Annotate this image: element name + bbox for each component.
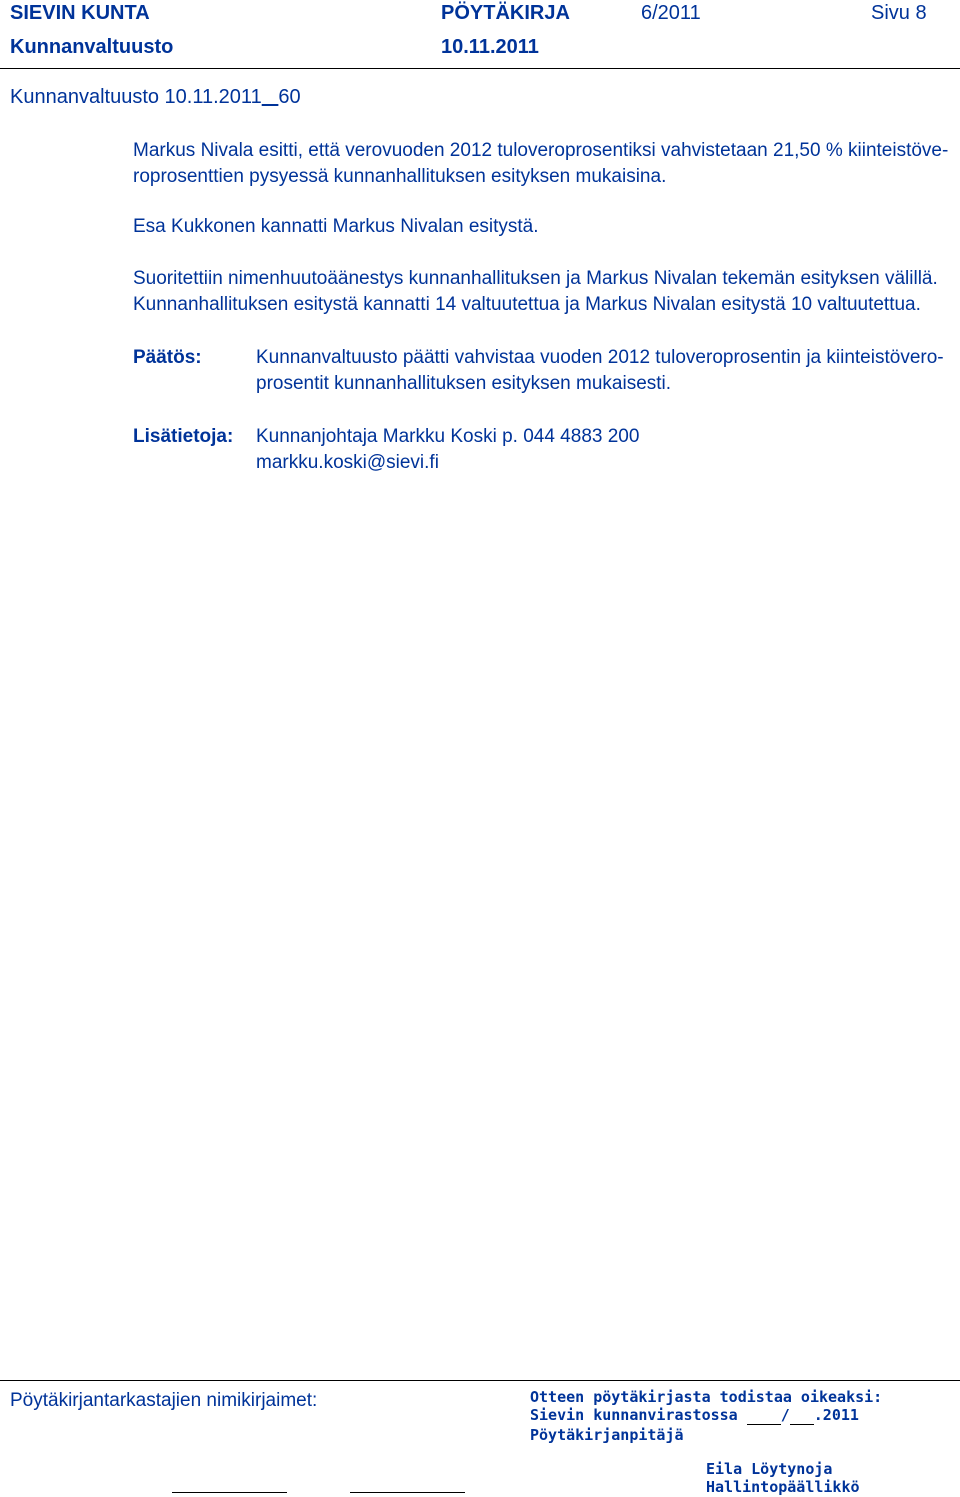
organization-name: SIEVIN KUNTA (10, 2, 150, 24)
paragraph-1-line-1: Markus Nivala esitti, että verovuoden 2012 tuloveroprosentiksi vahvistetaan 21,50 % kiinteistöve- (133, 140, 949, 161)
certify-year: .2011 (813, 1406, 859, 1424)
initials-label: Pöytäkirjantarkastajien nimikirjaimet: (10, 1390, 318, 1411)
decision-label: Päätös: (133, 347, 202, 368)
section-gap (262, 86, 279, 108)
section-heading (10, 86, 301, 109)
meeting-body: Kunnanvaltuusto (10, 36, 174, 58)
decision-line-1: Kunnanvaltuusto päätti vahvistaa vuoden 2012 tuloveroprosentin ja kiinteistövero- (256, 347, 944, 368)
signer-title: Hallintopäällikkö (706, 1478, 860, 1496)
footer-divider (0, 1380, 960, 1381)
info-contact: Kunnanjohtaja Markku Koski p. 044 4883 200 (256, 426, 640, 447)
header-divider (0, 68, 960, 69)
paragraph-2: Esa Kukkonen kannatti Markus Nivalan esitystä. (133, 216, 539, 237)
certify-role: Pöytäkirjanpitäjä (530, 1426, 684, 1444)
initials-line-1 (172, 1492, 287, 1493)
section-title: Kunnanvaltuusto 10.11.2011 (10, 86, 262, 108)
paragraph-3-line-2: Kunnanhallituksen esitystä kannatti 14 valtuutettua ja Markus Nivalan esitystä 10 valtuutettua. (133, 294, 921, 315)
paragraph-1-line-2: roprosenttien pysyessä kunnanhallituksen esityksen mukaisina. (133, 166, 667, 187)
month-blank (790, 1406, 814, 1425)
document-type: PÖYTÄKIRJA (441, 2, 570, 24)
initials-line-2 (350, 1492, 465, 1493)
signer-name: Eila Löytynoja (706, 1460, 833, 1478)
paragraph-3-line-1: Suoritettiin nimenhuutoäänestys kunnanhallituksen ja Markus Nivalan tekemän esityksen välillä. (133, 268, 938, 289)
certify-place: Sievin kunnanvirastossa (530, 1406, 738, 1424)
date-separator: / (780, 1406, 790, 1424)
document-number: 6/2011 (641, 2, 701, 24)
certify-heading: Otteen pöytäkirjasta todistaa oikeaksi: (530, 1388, 883, 1406)
meeting-date: 10.11.2011 (441, 36, 539, 58)
day-blank (747, 1406, 781, 1425)
certify-place-date (530, 1406, 859, 1425)
page-number: Sivu 8 (871, 2, 927, 24)
decision-line-2: prosentit kunnanhallituksen esityksen mukaisesti. (256, 373, 672, 394)
info-label: Lisätietoja: (133, 426, 234, 447)
section-number: 60 (278, 86, 301, 108)
info-email: markku.koski@sievi.fi (256, 452, 439, 473)
